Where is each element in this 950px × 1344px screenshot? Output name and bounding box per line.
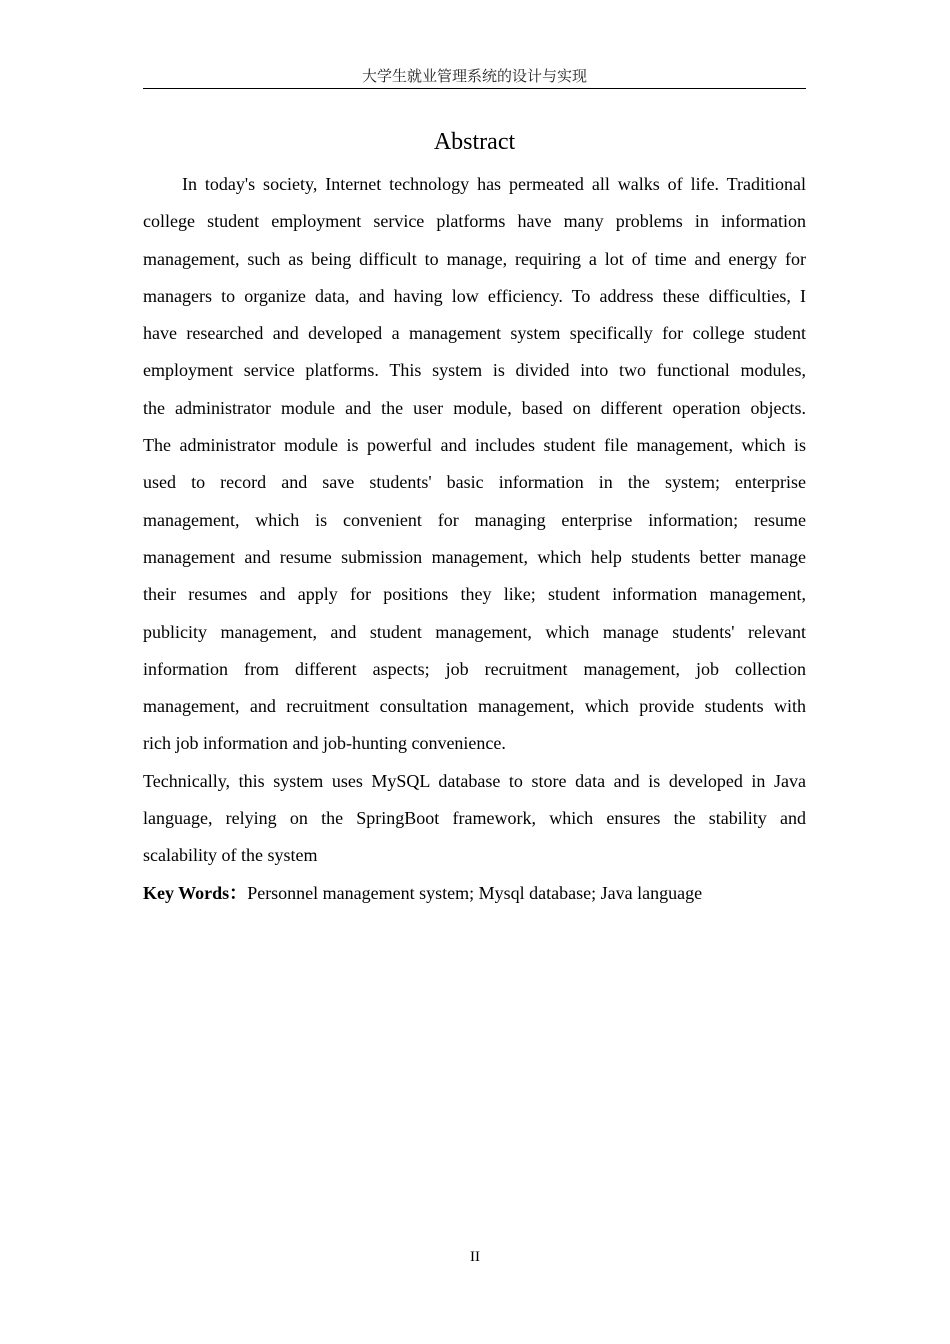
header-rule — [143, 88, 806, 89]
text-line: used to record and save students' basic information in the system; enterprise — [143, 472, 806, 493]
text-line: The administrator module is powerful and includes student file management, which is — [143, 435, 806, 456]
text-line: management, which is convenient for managing enterprise information; resume — [143, 509, 806, 530]
text-line: scalability of the system — [143, 845, 318, 866]
keywords-label: Key Words： — [143, 882, 248, 903]
running-header: 大学生就业管理系统的设计与实现 — [361, 69, 587, 85]
text-line: rich job information and job-hunting convenience. — [143, 733, 506, 754]
paragraph-1 — [143, 166, 806, 763]
text-line: management, such as being difficult to manage, requiring a lot of time and energy for — [143, 248, 806, 269]
text-line: In today's society, Internet technology has permeated all walks of life. Traditional — [182, 174, 806, 194]
text-line: managers to organize data, and having low efficiency. To address these difficulties, I — [143, 285, 806, 306]
keywords-text: Personnel management system; Mysql database; Java language — [247, 882, 703, 903]
text-line: management and resume submission management, which help students better manage — [143, 546, 806, 567]
text-line: publicity management, and student management, which manage students' relevant — [143, 621, 806, 642]
text-line: management, and recruitment consultation management, which provide students with — [143, 696, 806, 717]
text-line: Technically, this system uses MySQL database to store data and is developed in Java — [143, 770, 806, 791]
abstract-title: Abstract — [433, 129, 516, 155]
keywords — [143, 875, 806, 912]
page-number: II — [470, 1249, 480, 1265]
text-line: their resumes and apply for positions they like; student information management, — [143, 584, 806, 605]
text-line: language, relying on the SpringBoot framework, which ensures the stability and — [143, 808, 806, 829]
text-line: employment service platforms. This system is divided into two functional modules, — [143, 360, 806, 381]
text-line: the administrator module and the user module, based on different operation objects. — [143, 397, 806, 418]
paragraph-2 — [143, 763, 806, 875]
abstract-body — [143, 166, 806, 912]
text-line: college student employment service platforms have many problems in information — [143, 211, 806, 232]
text-line: information from different aspects; job recruitment management, job collection — [143, 658, 806, 679]
text-line: have researched and developed a management system specifically for college student — [143, 323, 806, 344]
